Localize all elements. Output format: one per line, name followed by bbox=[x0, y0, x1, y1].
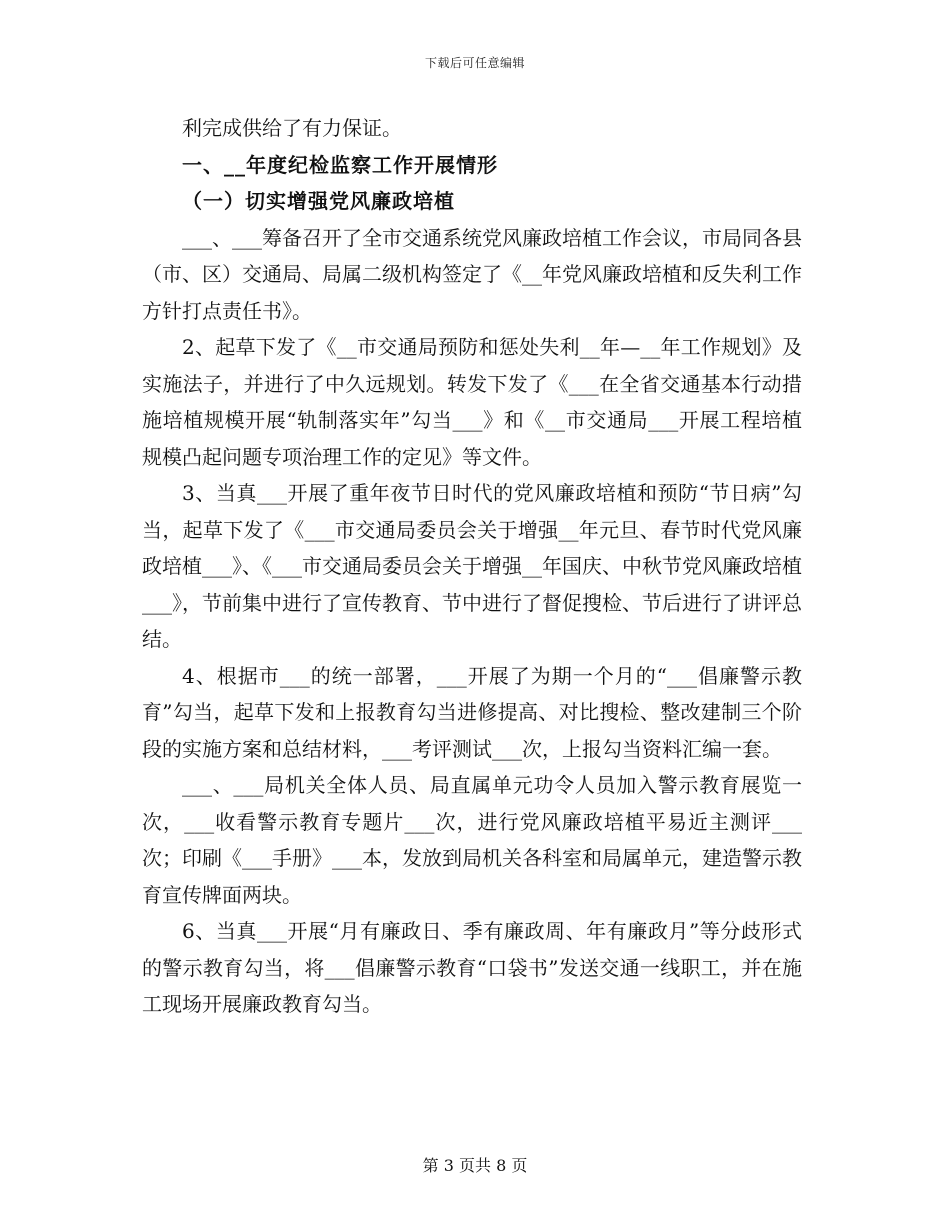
page-header: 下载后可任意编辑 bbox=[424, 56, 525, 70]
section-heading: 一、__年度纪检监察工作开展情形 bbox=[182, 152, 498, 177]
paragraph-continuation: 利完成供给了有力保证。 bbox=[182, 116, 402, 140]
paragraph-item-1: ___、___筹备召开了全市交通系统党风廉政培植工作会议，市局同各县（市、区）交通局、局属二级机构签定了《__年党风廉政培植和反失利工作方针打点责任书》。 bbox=[142, 225, 802, 323]
paragraph-item-4: 4、根据市___的统一部署，___开展了为期一个月的“___倡廉警示教育”勾当，起草下发和上报教育勾当进修提高、对比搜检、整改建制三个阶段的实施方案和总结材料，___考评测试___次，上报勾当资料汇编一套。 bbox=[142, 663, 802, 761]
paragraph-item-3: 3、当真___开展了重年夜节日时代的党风廉政培植和预防“节日病”勾当，起草下发了《___市交通局委员会关于增强__年元旦、春节时代党风廉政培植___》、《___市交通局委员会关于增强__年国庆、中秋节党风廉政培植___》，节前集中进行了宣传教育、节中进行了督促搜检、节后进行了讲评总结。 bbox=[142, 481, 802, 651]
paragraph-item-6: 6、当真___开展“月有廉政日、季有廉政周、年有廉政月”等分歧形式的警示教育勾当，将___倡廉警示教育“口袋书”发送交通一线职工，并在施工现场开展廉政教育勾当。 bbox=[142, 919, 802, 1016]
paragraph-item-2: 2、起草下发了《__市交通局预防和惩处失利__年—__年工作规划》及实施法子，并进行了中久远规划。转发下发了《___在全省交通基本行动措施培植规模开展“轨制落实年”勾当___》和《__市交通局___开展工程培植规模凸起问题专项治理工作的定见》等文件。 bbox=[142, 335, 802, 469]
subsection-heading: （一）切实增强党风廉政培植 bbox=[182, 189, 455, 213]
page-number: 第 3 页共 8 页 bbox=[422, 1156, 528, 1175]
document-body bbox=[142, 110, 802, 1023]
paragraph-item-5: ___、___局机关全体人员、局直属单元功令人员加入警示教育展览一次，___收看警示教育专题片___次，进行党风廉政培植平易近主测评___次；印刷《___手册》___本，发放到局机关各科室和局属单元，建造警示教育宣传牌面两块。 bbox=[142, 773, 802, 907]
